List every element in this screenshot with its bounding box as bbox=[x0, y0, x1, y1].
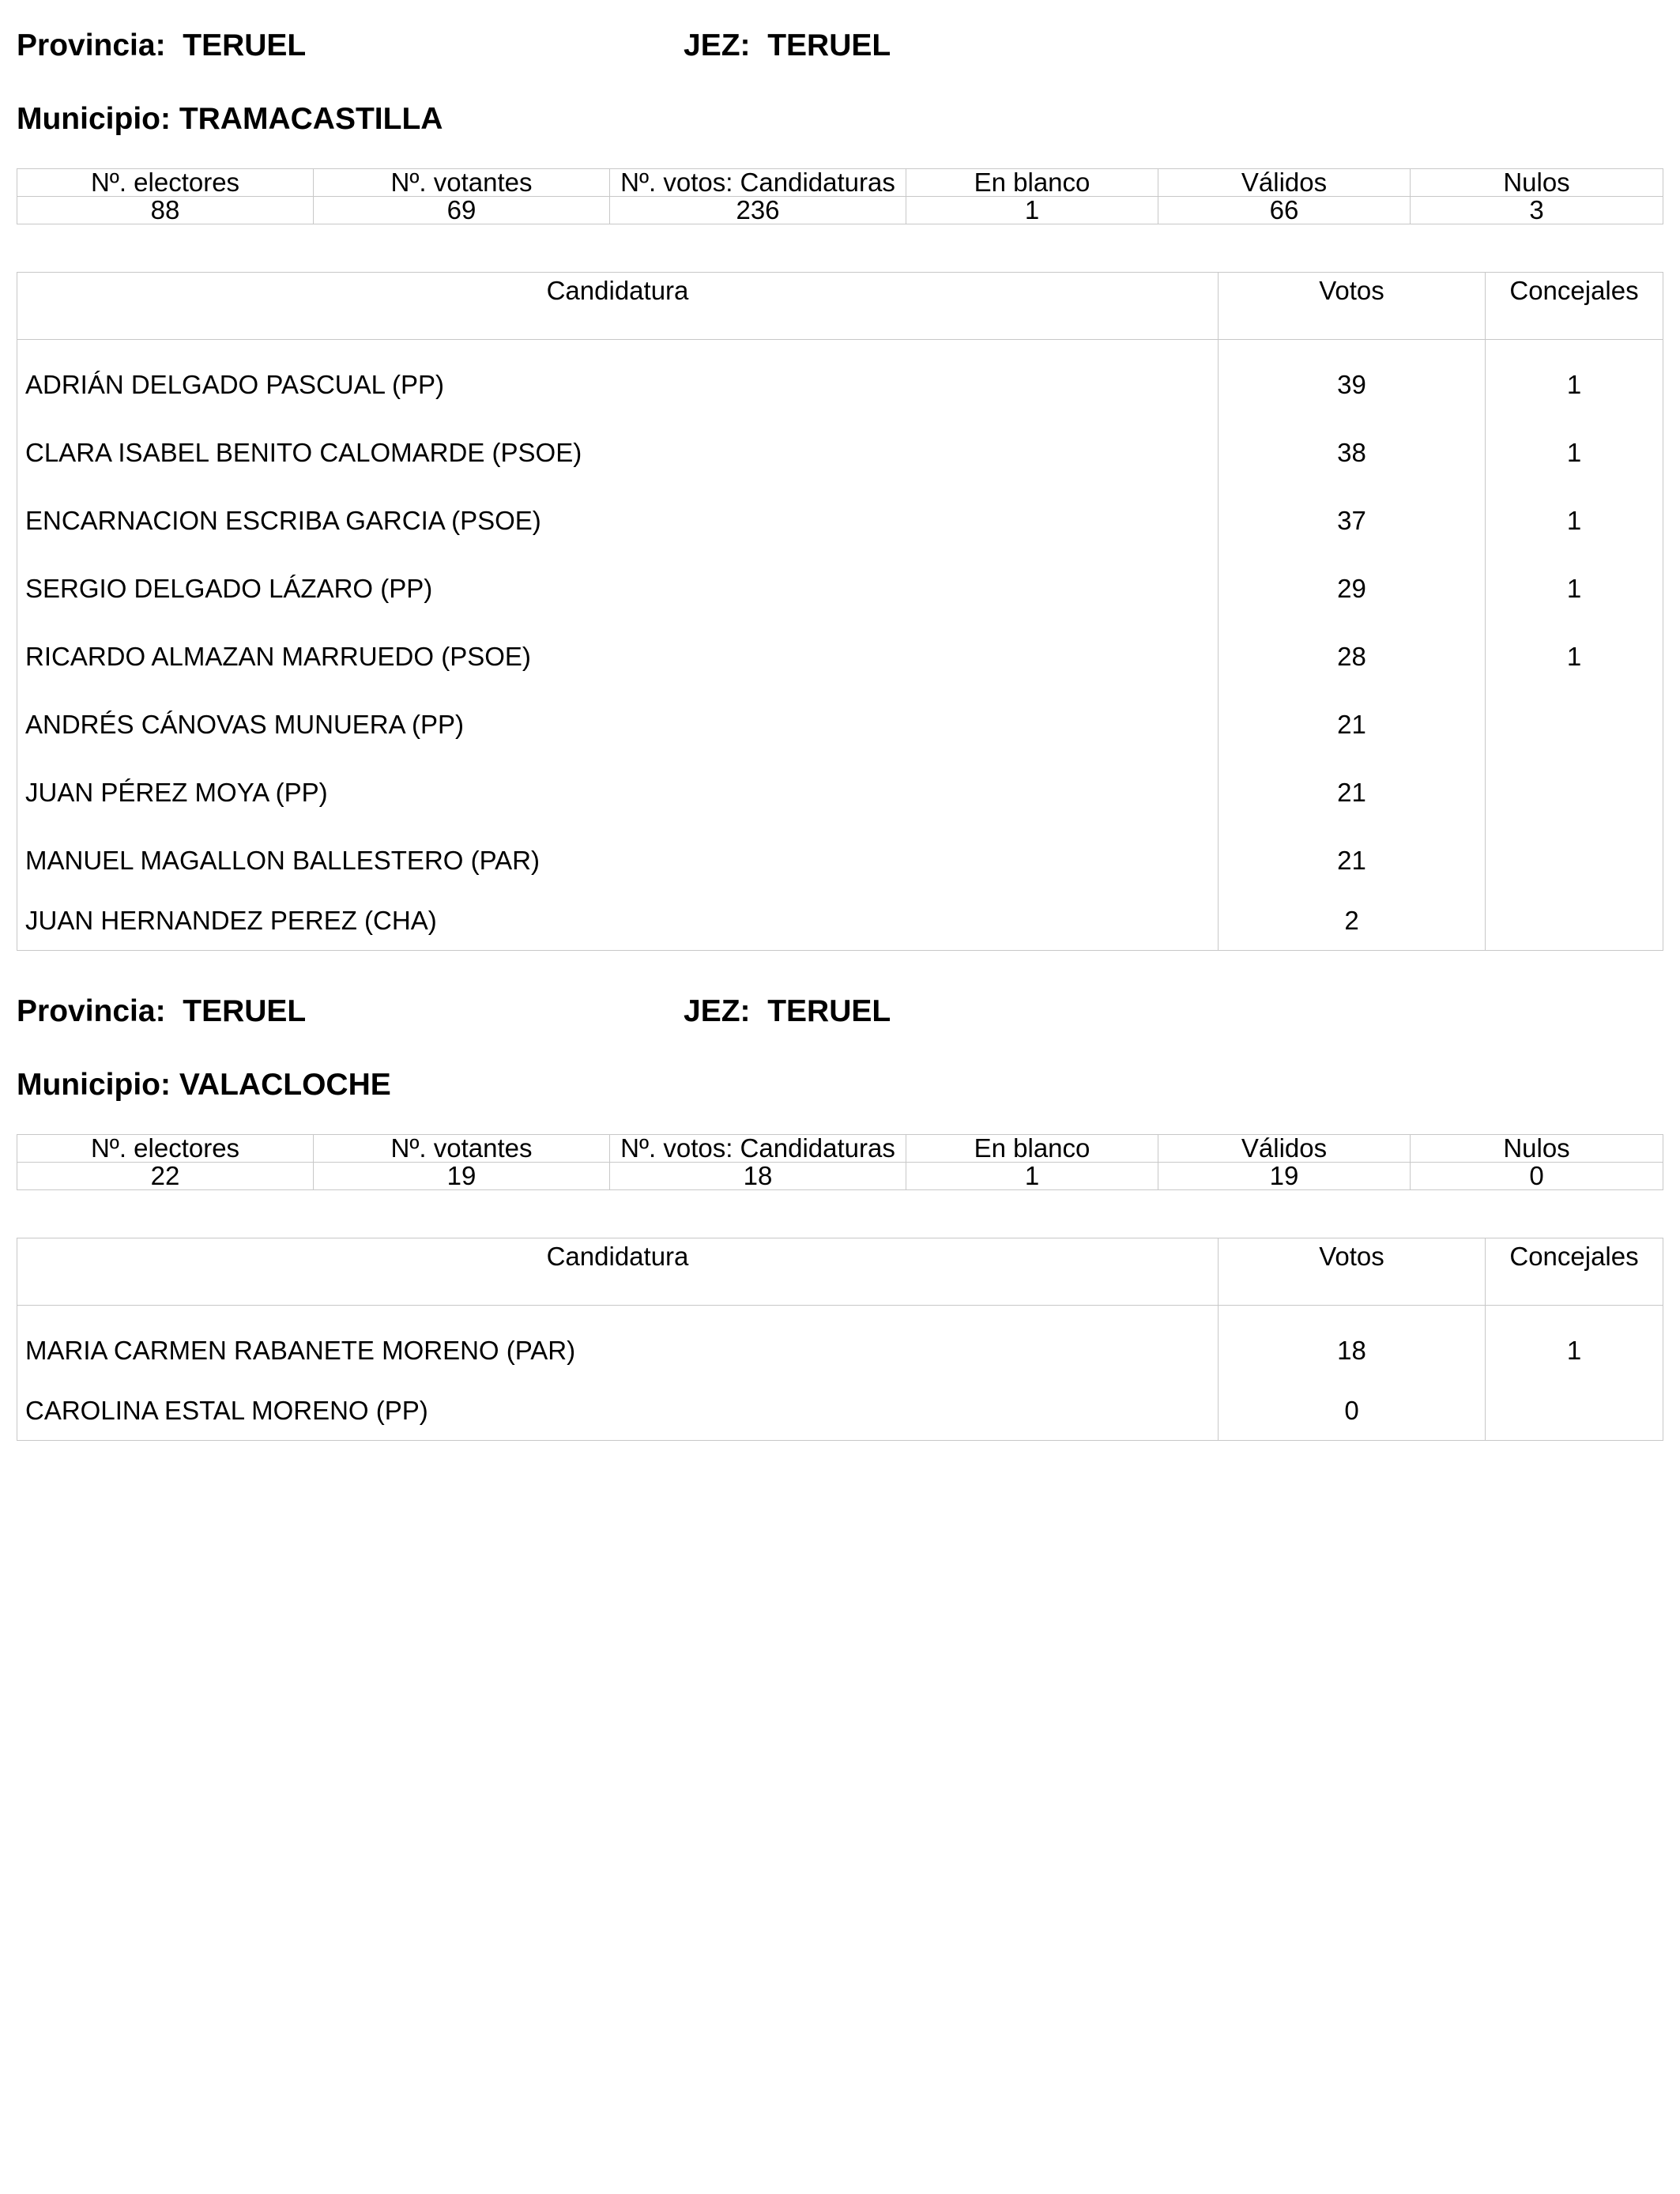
candidates-table bbox=[17, 272, 1663, 951]
header-votos-candidaturas: Nº. votos: Candidaturas bbox=[610, 169, 906, 197]
value-en-blanco: 1 bbox=[906, 197, 1158, 224]
candidates-header-row bbox=[17, 1238, 1663, 1306]
municipio-value: VALACLOCHE bbox=[179, 1068, 391, 1102]
candidates-header-row bbox=[17, 273, 1663, 340]
candidate-row bbox=[17, 759, 1663, 827]
candidate-councillors: 1 bbox=[1486, 487, 1663, 555]
candidate-votes: 0 bbox=[1219, 1385, 1486, 1441]
candidate-votes: 2 bbox=[1219, 895, 1486, 951]
candidate-votes: 18 bbox=[1219, 1306, 1486, 1385]
candidate-votes: 29 bbox=[1219, 555, 1486, 623]
candidate-councillors: 1 bbox=[1486, 340, 1663, 420]
candidate-row bbox=[17, 419, 1663, 487]
header-votos: Votos bbox=[1219, 1238, 1486, 1306]
municipio-header bbox=[17, 104, 443, 134]
header-votos-candidaturas: Nº. votos: Candidaturas bbox=[610, 1135, 906, 1163]
provincia-label: Provincia: bbox=[17, 28, 166, 62]
header-candidatura: Candidatura bbox=[17, 1238, 1219, 1306]
value-electores: 88 bbox=[17, 197, 314, 224]
candidate-councillors bbox=[1486, 827, 1663, 895]
header-en-blanco: En blanco bbox=[906, 1135, 1158, 1163]
candidate-councillors bbox=[1486, 895, 1663, 951]
candidate-name: RICARDO ALMAZAN MARRUEDO (PSOE) bbox=[17, 623, 1219, 691]
candidate-name: ADRIÁN DELGADO PASCUAL (PP) bbox=[17, 340, 1219, 420]
header-votantes: Nº. votantes bbox=[314, 1135, 610, 1163]
candidate-councillors bbox=[1486, 1385, 1663, 1441]
header-electores: Nº. electores bbox=[17, 1135, 314, 1163]
candidate-votes: 28 bbox=[1219, 623, 1486, 691]
candidate-councillors bbox=[1486, 691, 1663, 759]
candidate-votes: 21 bbox=[1219, 759, 1486, 827]
summary-value-row bbox=[17, 197, 1663, 224]
municipio-label: Municipio: bbox=[17, 102, 171, 136]
candidate-name: CAROLINA ESTAL MORENO (PP) bbox=[17, 1385, 1219, 1441]
value-votantes: 19 bbox=[314, 1163, 610, 1190]
jez-header bbox=[684, 30, 891, 61]
summary-header-row bbox=[17, 1135, 1663, 1163]
candidate-councillors: 1 bbox=[1486, 419, 1663, 487]
candidate-row bbox=[17, 1385, 1663, 1441]
header-electores: Nº. electores bbox=[17, 169, 314, 197]
candidate-row bbox=[17, 1306, 1663, 1385]
value-validos: 66 bbox=[1158, 197, 1411, 224]
jez-value: TERUEL bbox=[767, 994, 891, 1028]
provincia-value: TERUEL bbox=[183, 28, 307, 62]
candidate-name: JUAN HERNANDEZ PEREZ (CHA) bbox=[17, 895, 1219, 951]
header-validos: Válidos bbox=[1158, 169, 1411, 197]
summary-table bbox=[17, 168, 1663, 224]
candidate-votes: 21 bbox=[1219, 827, 1486, 895]
candidate-row bbox=[17, 555, 1663, 623]
jez-label: JEZ: bbox=[684, 994, 751, 1028]
provincia-label: Provincia: bbox=[17, 994, 166, 1028]
candidate-councillors: 1 bbox=[1486, 1306, 1663, 1385]
candidate-votes: 38 bbox=[1219, 419, 1486, 487]
municipio-header bbox=[17, 1069, 391, 1100]
candidate-name: CLARA ISABEL BENITO CALOMARDE (PSOE) bbox=[17, 419, 1219, 487]
candidate-votes: 21 bbox=[1219, 691, 1486, 759]
candidate-row bbox=[17, 827, 1663, 895]
candidate-name: JUAN PÉREZ MOYA (PP) bbox=[17, 759, 1219, 827]
value-votantes: 69 bbox=[314, 197, 610, 224]
summary-header-row bbox=[17, 169, 1663, 197]
header-candidatura: Candidatura bbox=[17, 273, 1219, 340]
candidate-name: SERGIO DELGADO LÁZARO (PP) bbox=[17, 555, 1219, 623]
candidate-votes: 39 bbox=[1219, 340, 1486, 420]
header-concejales: Concejales bbox=[1486, 273, 1663, 340]
value-nulos: 0 bbox=[1411, 1163, 1663, 1190]
candidate-name: ANDRÉS CÁNOVAS MUNUERA (PP) bbox=[17, 691, 1219, 759]
candidate-councillors: 1 bbox=[1486, 623, 1663, 691]
header-en-blanco: En blanco bbox=[906, 169, 1158, 197]
value-electores: 22 bbox=[17, 1163, 314, 1190]
header-nulos: Nulos bbox=[1411, 169, 1663, 197]
provincia-header bbox=[17, 30, 306, 61]
municipio-value: TRAMACASTILLA bbox=[179, 102, 443, 136]
header-validos: Válidos bbox=[1158, 1135, 1411, 1163]
value-votos-candidaturas: 18 bbox=[610, 1163, 906, 1190]
candidate-councillors: 1 bbox=[1486, 555, 1663, 623]
jez-header bbox=[684, 996, 891, 1027]
value-nulos: 3 bbox=[1411, 197, 1663, 224]
candidate-row bbox=[17, 487, 1663, 555]
header-votos: Votos bbox=[1219, 273, 1486, 340]
header-nulos: Nulos bbox=[1411, 1135, 1663, 1163]
summary-value-row bbox=[17, 1163, 1663, 1190]
value-en-blanco: 1 bbox=[906, 1163, 1158, 1190]
candidate-name: MANUEL MAGALLON BALLESTERO (PAR) bbox=[17, 827, 1219, 895]
candidate-name: ENCARNACION ESCRIBA GARCIA (PSOE) bbox=[17, 487, 1219, 555]
provincia-value: TERUEL bbox=[183, 994, 307, 1028]
value-votos-candidaturas: 236 bbox=[610, 197, 906, 224]
candidate-row bbox=[17, 623, 1663, 691]
candidate-row bbox=[17, 691, 1663, 759]
candidate-row bbox=[17, 340, 1663, 420]
jez-label: JEZ: bbox=[684, 28, 751, 62]
candidate-row bbox=[17, 895, 1663, 951]
candidate-councillors bbox=[1486, 759, 1663, 827]
value-validos: 19 bbox=[1158, 1163, 1411, 1190]
candidate-name: MARIA CARMEN RABANETE MORENO (PAR) bbox=[17, 1306, 1219, 1385]
header-concejales: Concejales bbox=[1486, 1238, 1663, 1306]
municipio-label: Municipio: bbox=[17, 1068, 171, 1102]
candidate-votes: 37 bbox=[1219, 487, 1486, 555]
candidates-table bbox=[17, 1238, 1663, 1441]
provincia-header bbox=[17, 996, 306, 1027]
jez-value: TERUEL bbox=[767, 28, 891, 62]
summary-table bbox=[17, 1134, 1663, 1190]
header-votantes: Nº. votantes bbox=[314, 169, 610, 197]
